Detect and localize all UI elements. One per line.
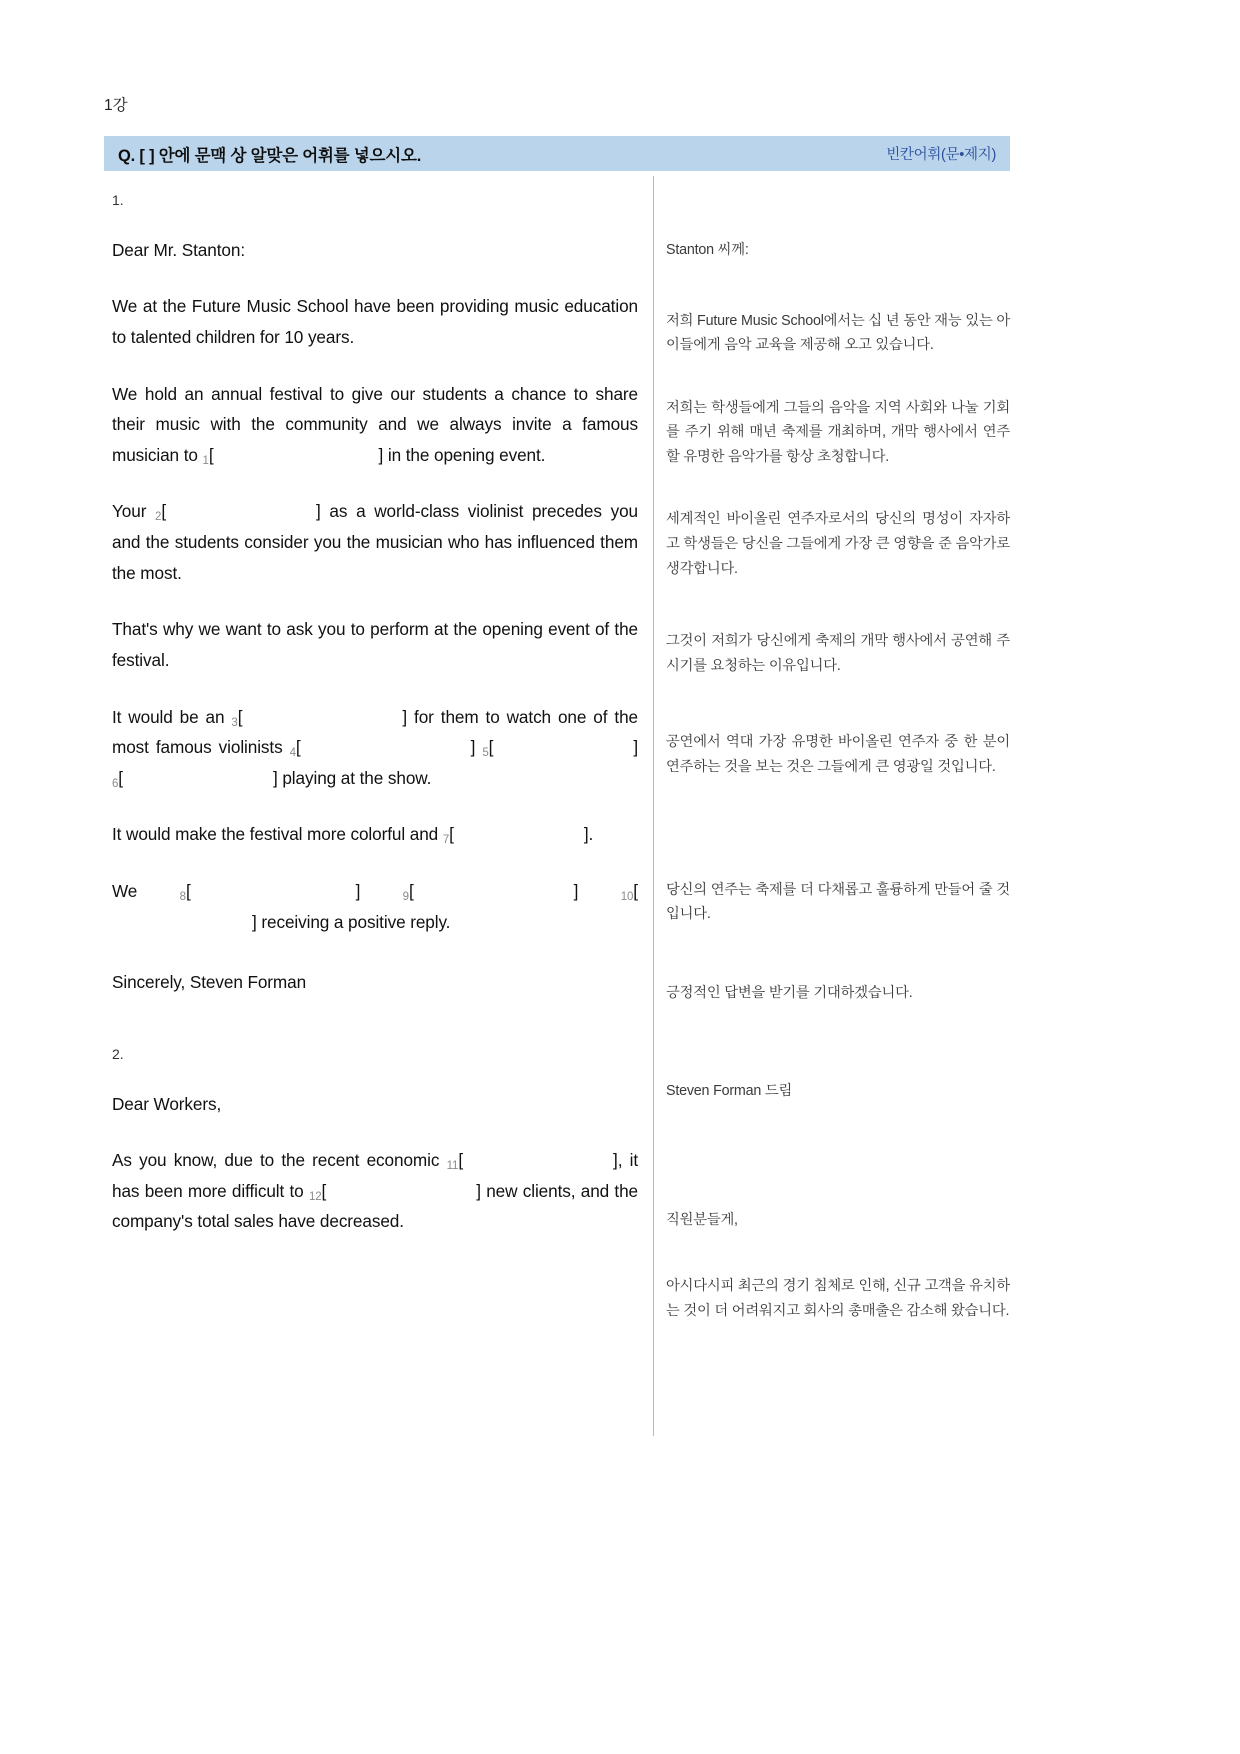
question-instruction: Q. [ ] 안에 문맥 상 알맞은 어휘를 넣으시오.: [118, 146, 422, 165]
item1-p5-text-e: playing at the show.: [277, 767, 432, 788]
lecture-tag: 1강: [104, 97, 128, 114]
item2-korean-p1: 아시다시피 최근의 경기 침체로 인해, 신규 고객을 유치하는 것이 더 어려워지고 회사의 총매출은 감소해 왔습니다.: [666, 1278, 1010, 1319]
item1-korean-salutation: Stanton 씨께:: [666, 242, 749, 258]
item2-korean-salutation: 직원분들게,: [666, 1211, 738, 1228]
item1-p6-text-a: It would make the festival more colorful and: [112, 824, 443, 845]
blank-open-9: [: [408, 880, 414, 901]
item1-p2-text-a: We hold an annual festival to give our students a chance to share their music with the community and we always invite a famous musician to: [112, 383, 638, 465]
blank-close-7: ]: [583, 824, 589, 845]
item1-korean-p2: 저희는 학생들에게 그들의 음악을 지역 사회와 나눌 기회를 주기 위해 매년 축제를 개최하며, 개막 행사에서 연주할 유명한 음악가를 항상 초청합니다.: [666, 399, 1010, 465]
item1-korean-p5: 공연에서 역대 가장 유명한 바이올린 연주자 중 한 분이 연주하는 것을 보는 것은 그들에게 큰 영광일 것입니다.: [666, 734, 1010, 775]
item1-p6-text-b: .: [588, 824, 594, 845]
blank-close-3: ]: [402, 706, 408, 727]
item1-paragraph-5: [112, 702, 638, 794]
item1-korean-p4: 그것이 저희가 당신에게 축제의 개막 행사에서 공연해 주시기를 요청하는 이유입니다.: [666, 633, 1010, 674]
blank-close-6: ]: [272, 767, 278, 788]
blank-number-7: 7: [442, 834, 450, 847]
item-number-1: 1.: [112, 192, 124, 208]
item1-paragraph-1: We at the Future Music School have been providing music education to talented children for 10 years.: [112, 296, 638, 348]
blank-open-12: [: [321, 1180, 327, 1201]
item1-p7-text-d: receiving a positive reply.: [256, 911, 451, 932]
item2-p1-text-a: As you know, due to the recent economic: [112, 1150, 447, 1171]
korean-column: [666, 176, 1010, 1324]
item2-salutation: Dear Workers,: [112, 1093, 222, 1114]
blank-close-5: ]: [633, 737, 638, 758]
blank-close-10: ]: [252, 911, 257, 932]
item1-p3-text-b: as a world-class violinist precedes you and the students consider you the musician who has influenced them the most.: [112, 501, 638, 583]
item1-korean-p6: 당신의 연주는 축제를 더 다채롭고 훌륭하게 만들어 줄 것입니다.: [666, 881, 1010, 923]
item1-korean-p1: 저희 Future Music School에서는 십 년 동안 재능 있는 아이들에게 음악 교육을 제공해 오고 있습니다.: [666, 312, 1010, 354]
blank-number-5: 5: [482, 747, 489, 760]
item1-p7-text-c: [578, 881, 620, 901]
item1-paragraph-6: [112, 819, 638, 850]
blank-open-7: [: [449, 824, 454, 845]
blank-open-3: [: [237, 706, 243, 727]
blank-open-6: [: [118, 767, 123, 788]
question-type-tag: 빈칸어휘(문•제지): [886, 147, 996, 163]
blank-open-1: [: [208, 444, 214, 465]
item1-closing: Sincerely, Steven Forman: [112, 972, 307, 993]
blank-number-3: 3: [231, 716, 238, 729]
blank-open-4: [: [295, 737, 301, 758]
blank-close-12: ]: [476, 1180, 481, 1201]
blank-number-11: 11: [446, 1160, 459, 1173]
item1-korean-p7: 긍정적인 답변을 받기를 기대하겠습니다.: [666, 984, 913, 1001]
item1-p7-text-a: We: [112, 880, 180, 901]
blank-close-8: ]: [355, 880, 361, 901]
blank-close-4: ]: [470, 737, 476, 758]
item2-p1-text-c: new clients, and the company's total sales have decreased.: [112, 1180, 638, 1232]
blank-open-8: [: [185, 880, 191, 901]
blank-open-5: [: [488, 737, 494, 758]
blank-close-2: ]: [316, 501, 321, 522]
question-header-bar: [104, 136, 1010, 171]
item1-paragraph-4: That's why we want to ask you to perform at the opening event of the festival.: [112, 619, 638, 670]
blank-number-8: 8: [179, 890, 186, 903]
blank-number-2: 2: [155, 511, 162, 524]
blank-number-4: 4: [289, 747, 296, 760]
item1-p2-text-b: in the opening event.: [383, 444, 546, 465]
blank-close-1: ]: [378, 444, 384, 465]
item1-p7-text-b: [360, 881, 402, 901]
item2-paragraph-1: [112, 1145, 638, 1237]
blank-number-12: 12: [308, 1190, 322, 1203]
blank-open-11: [: [458, 1150, 464, 1171]
blank-open-2: [: [161, 501, 167, 522]
item1-paragraph-7: [112, 876, 638, 937]
blank-number-10: 10: [620, 890, 634, 903]
item1-korean-p3: 세계적인 바이올린 연주자로서의 당신의 명성이 자자하고 학생들은 당신을 그들에게 가장 큰 영향을 준 음악가로 생각합니다.: [666, 511, 1010, 577]
item1-korean-closing: Steven Forman 드림: [666, 1083, 793, 1100]
item1-salutation: Dear Mr. Stanton:: [112, 239, 245, 260]
item1-paragraph-2: [112, 379, 638, 471]
item1-paragraph-3: [112, 496, 638, 588]
item-number-2: 2.: [112, 1045, 124, 1062]
blank-close-11: ]: [613, 1150, 618, 1171]
item1-p3-text-a: Your: [112, 501, 156, 522]
blank-open-10: [: [633, 880, 638, 901]
item1-p5-text-a: It would be an: [112, 706, 232, 727]
content-columns: [104, 176, 1010, 1436]
blank-close-9: ]: [573, 880, 579, 901]
item1-p5-text-b: for them to watch one of the most famous violinists: [112, 706, 638, 758]
item2-p1-text-b: , it has been more difficult to: [112, 1150, 638, 1201]
blank-number-9: 9: [402, 890, 409, 903]
english-column: [104, 176, 638, 1237]
column-divider: [653, 176, 654, 1436]
blank-number-1: 1: [202, 454, 209, 467]
blank-number-6: 6: [112, 777, 119, 790]
